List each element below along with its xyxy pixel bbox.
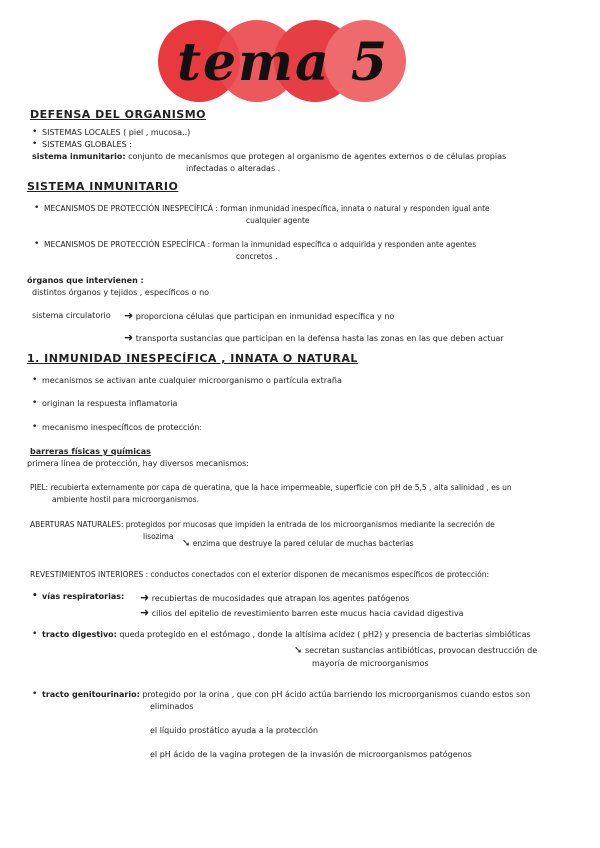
revestimientos-text: REVESTIMIENTOS INTERIORES : conductos conectados con el exterior disponen de mecanismos específicos de protección:: [30, 570, 489, 579]
arrow-line: [124, 331, 504, 344]
aberturas-text: lisozima: [143, 532, 174, 541]
digestive-label: tracto digestivo:: [42, 630, 117, 639]
term-label: sistema inmunitario:: [32, 152, 126, 161]
genitourinary-text: eliminados: [150, 702, 194, 711]
arrow-right-icon: ➜: [124, 309, 134, 322]
subheading-text: primera línea de protección, hay diversos mecanismos:: [27, 459, 249, 468]
list-item-continuation: cualquier agente: [246, 216, 310, 225]
title-banner: [158, 20, 408, 106]
arrow-line: [124, 309, 394, 322]
arrow-line: [140, 606, 464, 619]
digestive-text: queda protegido en el estómago , donde la altísima acidez ( pH2) y presencia de bacterias simbióticas: [119, 630, 531, 639]
definition-line: [32, 152, 506, 161]
definition-text: conjunto de mecanismos que protegen al organismo de agentes externos o de células propias: [128, 152, 507, 161]
list-item: • MECANISMOS DE PROTECCIÓN ESPECÍFICA : forman la inmunidad específica o adquirida y responden ante agentes: [44, 240, 476, 249]
list-item: • SISTEMAS GLOBALES :: [42, 140, 132, 149]
digestive-line: [42, 630, 531, 639]
genitourinary-line: [42, 690, 530, 699]
organs-text: distintos órganos y tejidos , específicos o no: [32, 288, 210, 297]
heading-defensa: DEFENSA DEL ORGANISMO: [30, 108, 207, 121]
arrow-down-right-icon: ➘: [294, 645, 303, 656]
arrow-line: [294, 645, 537, 656]
arrow-text: secretan sustancias antibióticas, provocan destrucción de: [304, 646, 538, 655]
arrow-right-icon: ➜: [140, 591, 150, 604]
piel-text: ambiente hostil para microorganismos.: [52, 495, 200, 504]
arrow-line: [182, 538, 414, 549]
heading-inmunidad-inespecifica: 1. INMUNIDAD INESPECÍFICA , INNATA O NATURAL: [27, 352, 358, 365]
arrow-down-right-icon: ➘: [182, 538, 191, 549]
arrow-right-icon: ➜: [140, 606, 150, 619]
list-item: • SISTEMAS LOCALES ( piel , mucosa..): [42, 128, 190, 137]
organs-label: órganos que intervienen :: [27, 276, 144, 285]
vias-label: • vías respiratorias:: [42, 592, 124, 601]
list-item-continuation: concretos .: [236, 252, 278, 261]
definition-text: infectadas o alteradas .: [186, 164, 281, 173]
arrow-text: enzima que destruye la pared celular de muchas bacterias: [192, 539, 414, 548]
arrow-text: transporta sustancias que participan en la defensa hasta las zonas en las que deben actuar: [135, 334, 504, 343]
genitourinary-label: tracto genitourinario:: [42, 690, 140, 699]
list-item: • MECANISMOS DE PROTECCIÓN INESPECÍFICA : forman inmunidad inespecífica, innata o natural y responden igual ante: [44, 204, 490, 213]
piel-text: PIEL: recubierta externamente por capa de queratina, que la hace impermeable, superficie con pH de 5,5 , alta salinidad , es un: [30, 483, 512, 492]
genitourinary-text: el pH ácido de la vagina protegen de la invasión de microorganismos patógenos: [150, 750, 472, 759]
arrow-line: [140, 591, 409, 604]
genitourinary-text: protegido por la orina , que con pH ácido actúa barriendo los microorganismos cuando estos son: [142, 690, 531, 699]
list-item: • mecanismos se activan ante cualquier microorganismo o partícula extraña: [42, 376, 342, 385]
arrow-right-icon: ➜: [124, 331, 134, 344]
list-item: • mecanismo inespecíficos de protección:: [42, 423, 202, 432]
arrow-text: cilios del epitelio de revestimiento barren este mucus hacia cavidad digestiva: [151, 609, 464, 618]
arrow-text: proporciona células que participan en inmunidad específica y no: [135, 312, 395, 321]
genitourinary-text: el líquido prostático ayuda a la protección: [150, 726, 318, 735]
arrow-text: recubiertas de mucosidades que atrapan los agentes patógenos: [151, 594, 410, 603]
list-item: • originan la respuesta inflamatoria: [42, 399, 177, 408]
page-title: tema 5: [176, 32, 390, 93]
aberturas-text: ABERTURAS NATURALES: protegidos por mucosas que impiden la entrada de los microorganismos mediante la secreción de: [30, 520, 495, 529]
digestive-text: mayoría de microorganismos: [312, 659, 429, 668]
circulatory-label: sistema circulatorio: [32, 311, 111, 320]
subheading-barreras: barreras físicas y químicas: [30, 447, 151, 456]
heading-sistema-inmunitario: SISTEMA INMUNITARIO: [27, 180, 179, 193]
